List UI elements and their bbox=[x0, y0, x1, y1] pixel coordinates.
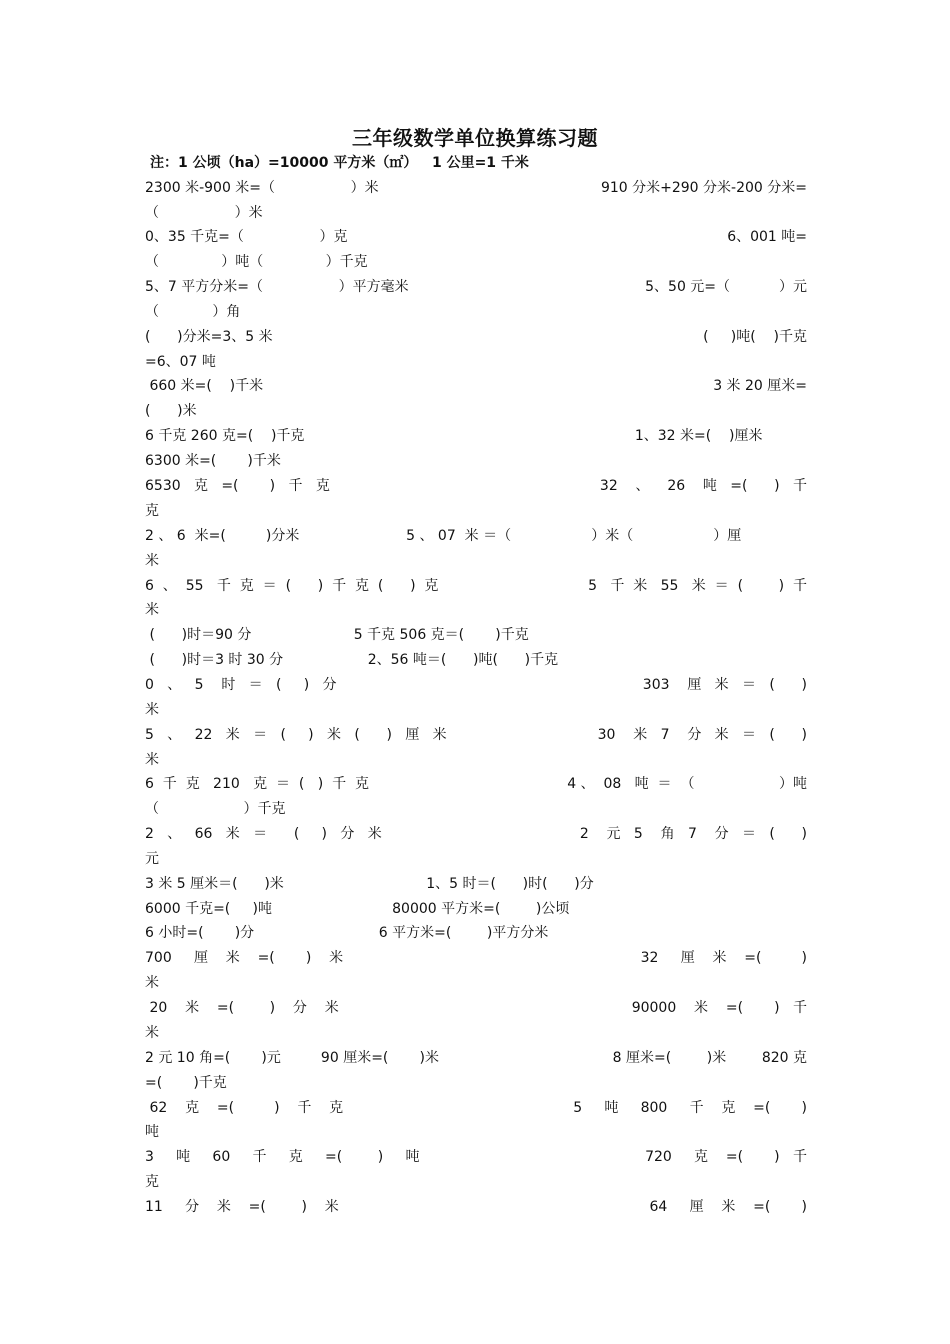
exercise-line: 62 克 =( ) 千 克 bbox=[145, 1100, 344, 1116]
exercise-line: 6 、 55 千 克 ＝ ( ) 千 克 ( ) 克 bbox=[145, 578, 439, 594]
exercise-line: 米 bbox=[145, 752, 159, 768]
exercise-line: （ ）角 bbox=[145, 304, 241, 320]
exercise-line: ( )时＝3 时 30 分 2、56 吨＝( )吨( )千克 bbox=[145, 652, 559, 668]
exercise-line: 2 、 6 米=( )分米 5 、 07 米 ＝（ ）米（ ）厘 bbox=[145, 528, 742, 544]
exercise-line: 克 bbox=[145, 503, 159, 519]
exercise-line: 30 米 7 分 米 ＝ ( ) bbox=[597, 727, 807, 743]
exercise-line: 0 、 5 时 ＝ ( ) 分 bbox=[145, 677, 337, 693]
page-title: 三年级数学单位换算练习题 bbox=[352, 126, 598, 150]
exercise-line: 6 小时=( )分 6 平方米=( )平方分米 bbox=[145, 925, 549, 941]
exercise-line: 11 分 米 =( ) 米 bbox=[145, 1199, 339, 1215]
exercise-line: 8 厘米=( )米 820 克 bbox=[612, 1050, 807, 1066]
exercise-line: 2 元 10 角=( )元 90 厘米=( )米 bbox=[145, 1050, 439, 1066]
exercise-line: 910 分米+290 分米-200 分米= bbox=[600, 180, 807, 196]
exercise-line: 吨 bbox=[145, 1124, 159, 1140]
exercise-line: 米 bbox=[145, 553, 159, 569]
exercise-line: 660 米=( )千米 bbox=[145, 378, 264, 394]
exercise-line: 2 元 5 角 7 分 ＝ ( ) bbox=[579, 826, 807, 842]
exercise-line: 5 吨 800 千 克 =( ) bbox=[573, 1100, 807, 1116]
exercise-line: 3 米 5 厘米＝( )米 1、5 时＝( )时( )分 bbox=[145, 876, 594, 892]
exercise-line: 2 、 66 米 ＝ ( ) 分 米 bbox=[145, 826, 382, 842]
exercise-line: 303 厘 米 ＝ ( ) bbox=[642, 677, 807, 693]
exercise-line: 1、32 米=( )厘米 bbox=[634, 428, 807, 444]
exercise-line: 米 bbox=[145, 602, 159, 618]
exercise-line: （ ）千克 bbox=[145, 801, 286, 817]
exercise-line: （ ）吨（ ）千克 bbox=[145, 254, 368, 270]
exercise-line: （ ）米 bbox=[145, 205, 263, 221]
exercise-line: 2300 米-900 米=（ ）米 bbox=[145, 180, 379, 196]
exercise-line: 700 厘 米 =( ) 米 bbox=[145, 950, 344, 966]
exercise-line: 3 吨 60 千 克 =( ) 吨 bbox=[145, 1149, 420, 1165]
exercise-line: ( )吨( )千克 bbox=[703, 329, 807, 345]
exercise-line: 米 bbox=[145, 702, 159, 718]
exercise-line: 米 bbox=[145, 975, 159, 991]
exercise-line: 720 克 =( ) 千 bbox=[645, 1149, 807, 1165]
exercise-line: 5 、 22 米 ＝ ( ) 米 ( ) 厘 米 bbox=[145, 727, 447, 743]
exercise-line: 6 千 克 210 克 ＝ ( ) 千 克 bbox=[145, 776, 370, 792]
exercise-line: 32 厘 米 =( ) bbox=[640, 950, 807, 966]
exercise-line: 5、50 元=（ ）元 bbox=[645, 279, 807, 295]
exercise-line: =( )千克 bbox=[145, 1075, 227, 1091]
exercise-line: 6、001 吨= bbox=[727, 229, 807, 245]
exercise-line: =6、07 吨 bbox=[145, 354, 216, 370]
exercise-line: 90000 米 =( ) 千 bbox=[631, 1000, 807, 1016]
exercise-line: 米 bbox=[145, 1025, 159, 1041]
exercise-line: 6 千克 260 克=( )千克 bbox=[145, 428, 305, 444]
unit-note: 注：1 公顷（ha）=10000 平方米（㎡） 1 公里=1 千米 bbox=[150, 155, 529, 171]
exercise-line: ( )分米=3、5 米 bbox=[145, 329, 273, 345]
exercise-line: 5 千 米 55 米 ＝ ( ) 千 bbox=[588, 578, 807, 594]
exercise-line: 20 米 =( ) 分 米 bbox=[145, 1000, 339, 1016]
exercise-line: 克 bbox=[145, 1174, 159, 1190]
exercise-line: 32 、 26 吨 =( ) 千 bbox=[599, 478, 807, 494]
exercise-line: 4 、 08 吨 ＝ （ ）吨 bbox=[567, 776, 807, 792]
exercise-line: 6000 千克=( )吨 80000 平方米=( )公顷 bbox=[145, 901, 570, 917]
exercise-line: 6530 克 =( ) 千 克 bbox=[145, 478, 330, 494]
exercise-line: ( )时＝90 分 5 千克 506 克＝( )千克 bbox=[145, 627, 529, 643]
exercise-line: 元 bbox=[145, 851, 159, 867]
exercise-line: 5、7 平方分米=（ ）平方毫米 bbox=[145, 279, 409, 295]
exercise-line: 6300 米=( )千米 bbox=[145, 453, 281, 469]
exercise-line: 64 厘 米 =( ) bbox=[649, 1199, 807, 1215]
exercise-line: 0、35 千克=（ ）克 bbox=[145, 229, 348, 245]
exercise-line: 3 米 20 厘米= bbox=[713, 378, 807, 394]
exercise-line: ( )米 bbox=[145, 403, 197, 419]
